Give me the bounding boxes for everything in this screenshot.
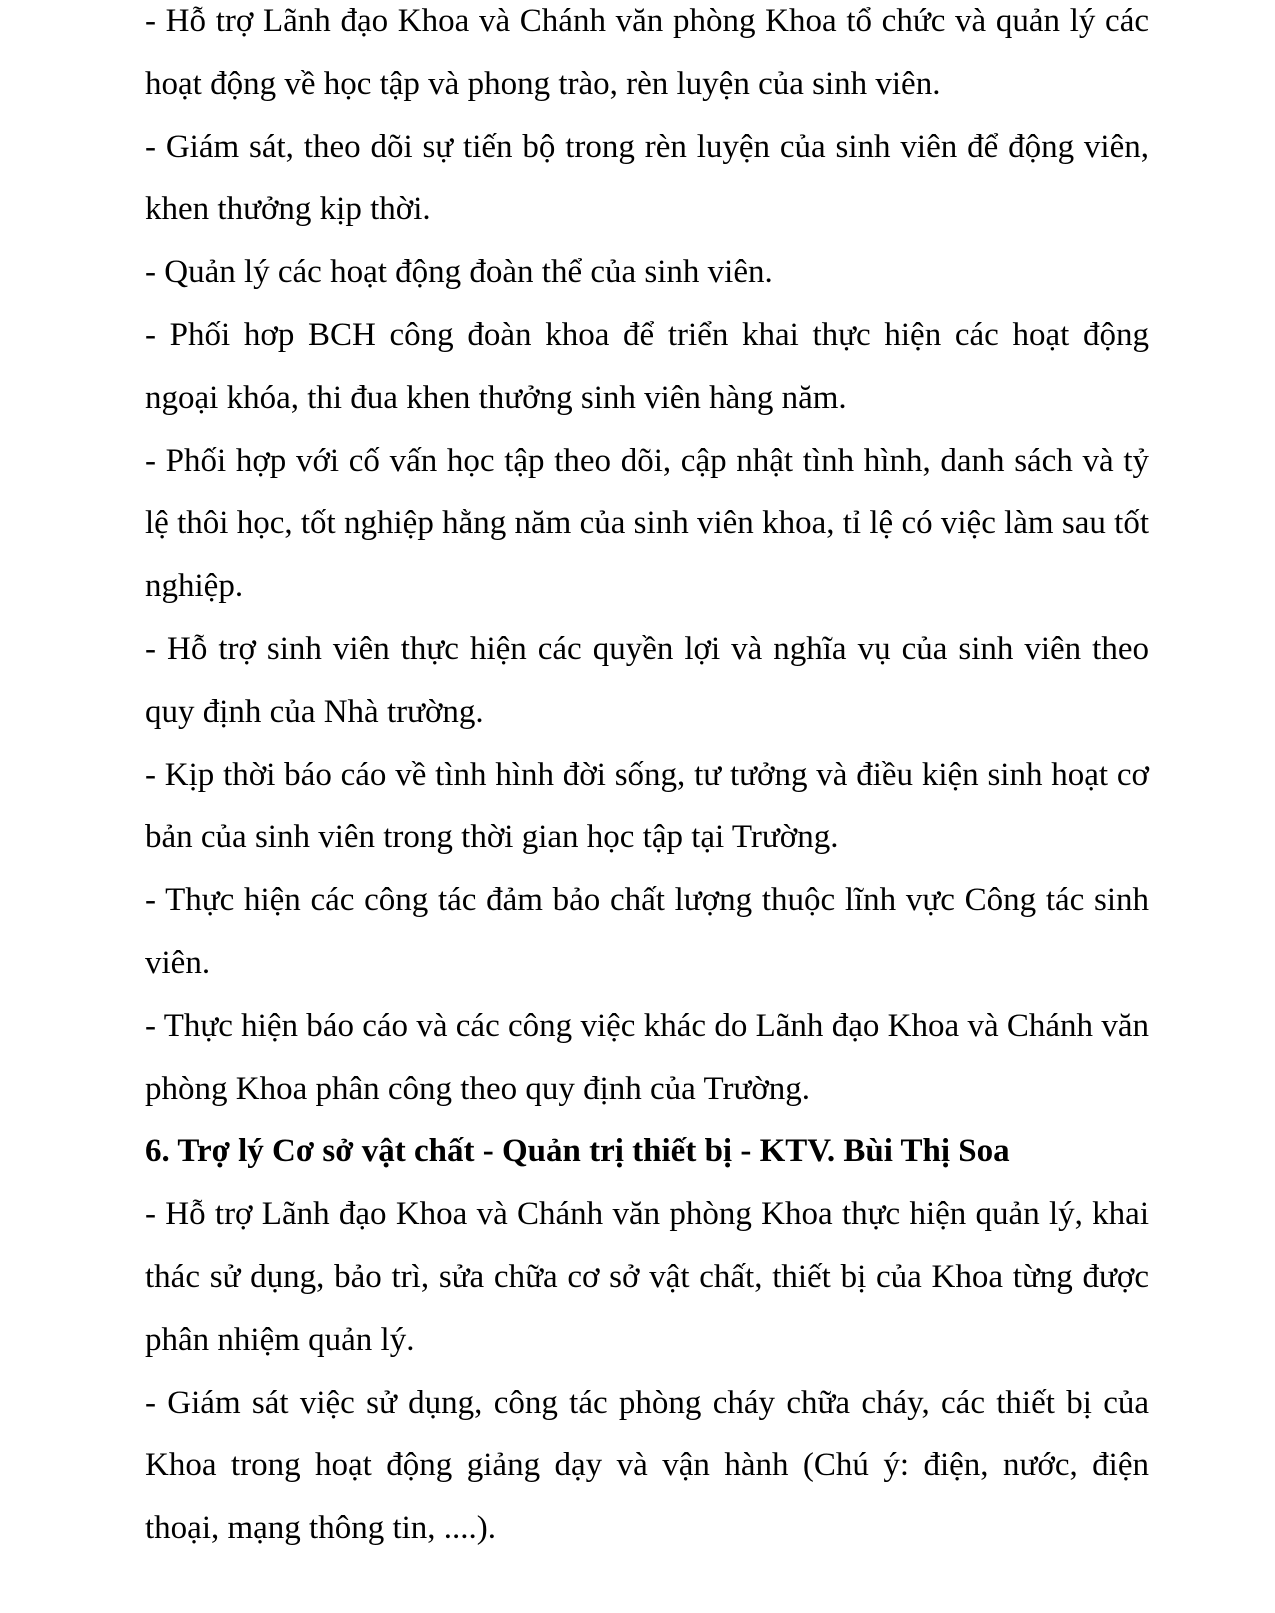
section-heading: 6. Trợ lý Cơ sở vật chất - Quản trị thiết bị - KTV. Bùi Thị Soa (145, 1133, 1010, 1170)
paragraph-equipment-monitoring: - Giám sát việc sử dụng, công tác phòng cháy chữa cháy, các thiết bị của Khoa trong hoạt động giảng dạy và vận hành (Chú ý: điện, nước, điện thoại, mạng thông tin, ....). (145, 1384, 1149, 1547)
paragraph-quality-assurance: - Thực hiện các công tác đảm bảo chất lượng thuộc lĩnh vực Công tác sinh viên. (145, 882, 1149, 981)
paragraph-other-tasks: - Thực hiện báo cáo và các công việc khác do Lãnh đạo Khoa và Chánh văn phòng Khoa phân công theo quy định của Trường. (145, 1007, 1149, 1107)
paragraph-monitor-progress: - Giám sát, theo dõi sự tiến bộ trong rèn luyện của sinh viên để động viên, khen thưởng kịp thời. (145, 128, 1149, 228)
paragraph-coordinate-bch: - Phối hơp BCH công đoàn khoa để triển khai thực hiện các hoạt động ngoại khóa, thi đua khen thưởng sinh viên hàng năm. (145, 316, 1149, 416)
paragraph-coordinate-advisors: - Phối hợp với cố vấn học tập theo dõi, cập nhật tình hình, danh sách và tỷ lệ thôi học, tốt nghiệp hằng năm của sinh viên khoa, tỉ lệ có việc làm sau tốt nghiệp. (145, 442, 1149, 605)
document-body (145, 0, 1149, 1560)
paragraph-support-students: - Hỗ trợ sinh viên thực hiện các quyền lợi và nghĩa vụ của sinh viên theo quy định của Nhà trường. (145, 630, 1149, 730)
paragraph-manage-unions: - Quản lý các hoạt động đoàn thể của sinh viên. (145, 254, 773, 291)
paragraph-report-student-life: - Kịp thời báo cáo về tình hình đời sống, tư tưởng và điều kiện sinh hoạt cơ bản của sinh viên trong thời gian học tập tại Trường. (145, 756, 1149, 856)
paragraph-facility-management: - Hỗ trợ Lãnh đạo Khoa và Chánh văn phòng Khoa thực hiện quản lý, khai thác sử dụng, bảo trì, sửa chữa cơ sở vật chất, thiết bị của Khoa từng được phân nhiệm quản lý. (145, 1196, 1149, 1358)
paragraph-support-leadership: - Hỗ trợ Lãnh đạo Khoa và Chánh văn phòng Khoa tổ chức và quản lý các hoạt động về học tập và phong trào, rèn luyện của sinh viên. (145, 3, 1149, 102)
